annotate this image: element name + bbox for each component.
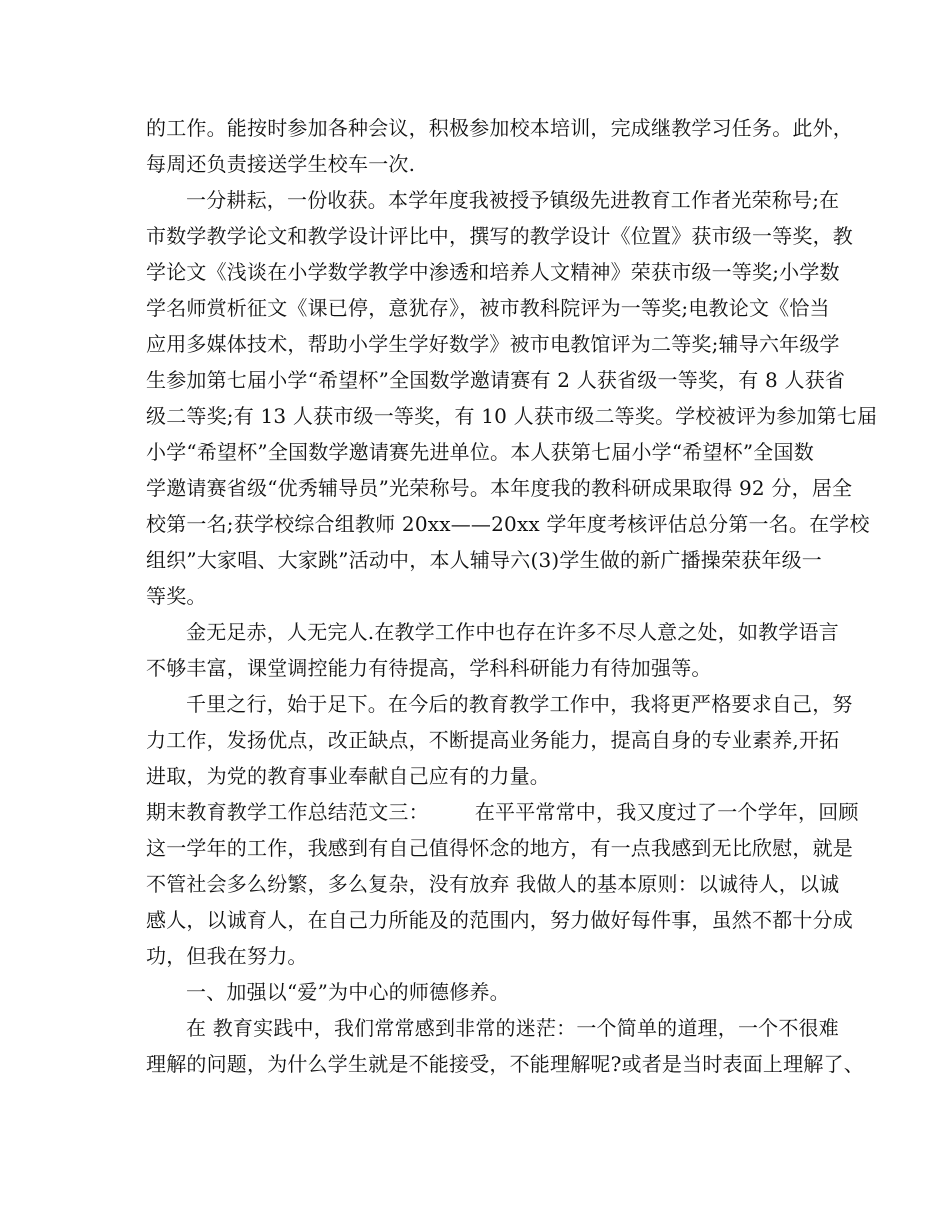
section-heading-line: [146, 794, 859, 830]
text-line: 在 教育实践中，我们常常感到非常的迷茫：一个简单的道理，一个不很难: [186, 1016, 839, 1040]
text-line: 小学“希望杯”全国数学邀请赛先进单位。本人获第七届小学“希望杯”全国数: [146, 440, 814, 464]
text-line: 金无足赤，人无完人.在教学工作中也存在许多不尽人意之处，如教学语言: [186, 620, 839, 644]
text-line: 感人，以诚育人，在自己力所能及的范围内，努力做好每件事，虽然不都十分成: [146, 908, 853, 932]
text-line: 生参加第七届小学“希望杯”全国数学邀请赛有 2 人获省级一等奖，有 8 人获省: [146, 368, 846, 392]
text-line: 等奖。: [146, 584, 207, 608]
text-line: 不够丰富，课堂调控能力有待提高，学科科研能力有待加强等。: [146, 656, 712, 680]
text-line: 学名师赏析征文《课已停，意犹存》，被市教科院评为一等奖;电教论文《恰当: [146, 296, 830, 320]
text-line: 这一学年的工作，我感到有自己值得怀念的地方，有一点我感到无比欣慰，就是: [146, 836, 853, 860]
text-line: 应用多媒体技术，帮助小学生学好数学》被市电教馆评为二等奖;辅导六年级学: [146, 332, 840, 356]
text-line: 级二等奖;有 13 人获市级一等奖，有 10 人获市级二等奖。学校被评为参加第七届: [146, 404, 878, 428]
text-line: 进取，为党的教育事业奉献自己应有的力量。: [146, 764, 550, 788]
text-line: 每周还负责接送学生校车一次.: [146, 152, 416, 176]
text-line: 在平平常常中，我又度过了一个学年，回顾: [474, 800, 859, 824]
text-line: 校第一名;获学校综合组教师 20xx——20xx 学年度考核评估总分第一名。在学校: [146, 512, 870, 536]
text-line: 学论文《浅谈在小学数学教学中渗透和培养人文精神》荣获市级一等奖;小学数: [146, 260, 840, 284]
text-line: 千里之行，始于足下。在今后的教育教学工作中，我将更严格要求自己，努: [186, 692, 853, 716]
text-line: 不管社会多么纷繁，多么复杂，没有放弃 我做人的基本原则：以诚待人，以诚: [146, 872, 840, 896]
text-line: 组织”大家唱、大家跳”活动中，本人辅导六(3)学生做的新广播操荣获年级一: [146, 548, 822, 572]
text-line: 市数学教学论文和教学设计评比中，撰写的教学设计《位置》获市级一等奖，教: [146, 224, 853, 248]
text-line: 一分耕耘，一份收获。本学年度我被授予镇级先进教育工作者光荣称号;在: [186, 188, 840, 212]
text-line: 学邀请赛省级“优秀辅导员”光荣称号。本年度我的教科研成果取得 92 分，居全: [146, 476, 853, 500]
text-line: 力工作，发扬优点，改正缺点，不断提高业务能力，提高自身的专业素养,开拓: [146, 728, 840, 752]
text-line: 理解的问题，为什么学生就是不能接受，不能理解呢?或者是当时表面上理解了、: [146, 1052, 864, 1076]
text-line: 功，但我在努力。: [146, 944, 308, 968]
document-body: [146, 110, 878, 1082]
subsection-heading: 一、加强以“爱”为中心的师德修养。: [186, 980, 510, 1004]
section-heading: 期末教育教学工作总结范文三：: [146, 800, 429, 824]
text-line: 的工作。能按时参加各种会议，积极参加校本培训，完成继教学习任务。此外，: [146, 116, 853, 140]
